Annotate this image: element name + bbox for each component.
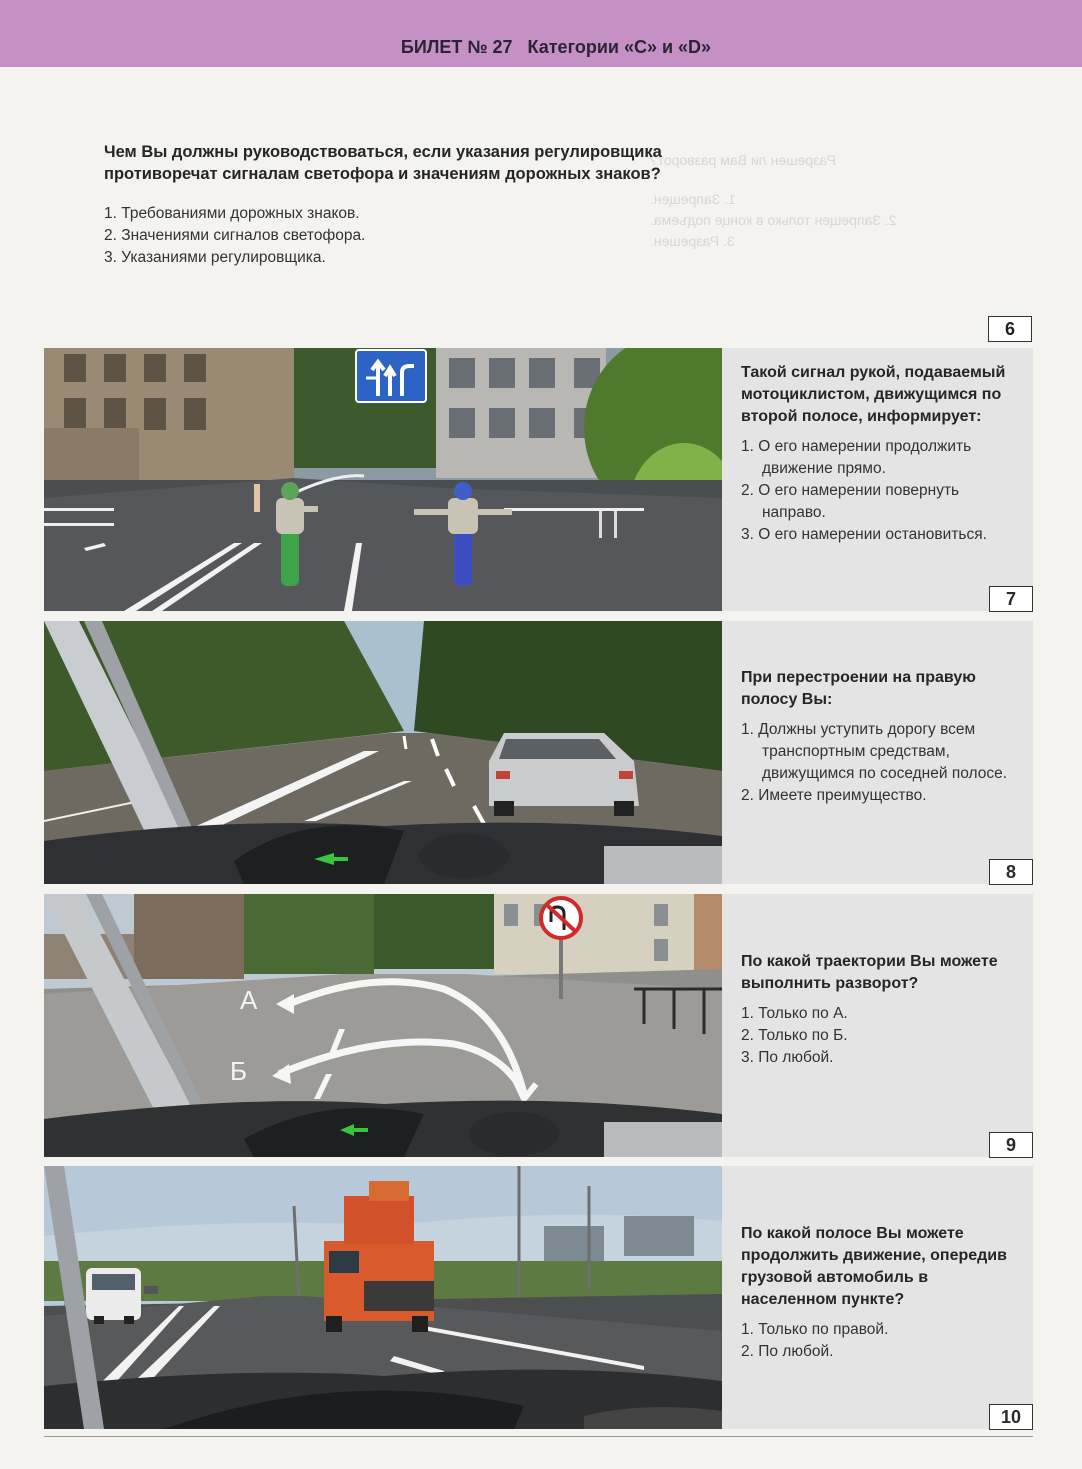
trajectory-label-a: А <box>240 985 258 1015</box>
ghost-line: 1. Запрещен. <box>650 191 736 207</box>
question-text-block <box>741 951 1023 1069</box>
question-text-block <box>741 1223 1023 1363</box>
question-intro: Чем Вы должны руководствоваться, если указания регулировщика противоречат сигналам светофора и значениям дорожных знаков? <box>104 143 662 183</box>
question-number: 9 <box>989 1132 1033 1158</box>
answer-option[interactable]: 2. По любой. <box>741 1343 834 1360</box>
answer-list <box>741 1319 1023 1363</box>
answer-option[interactable]: 1. Должны уступить дорогу всем транспортным средствам, движущимся по соседней полосе. <box>741 721 1008 782</box>
answer-option[interactable]: 3. По любой. <box>741 1049 834 1066</box>
answer-list <box>741 436 1023 546</box>
answer-option[interactable]: 1. Требованиями дорожных знаков. <box>104 205 360 222</box>
question-text: По какой траектории Вы можете выполнить разворот? <box>741 953 998 992</box>
answer-list <box>741 1003 1023 1069</box>
answer-option[interactable]: 3. Указаниями регулировщика. <box>104 249 326 266</box>
lane-direction-sign <box>356 350 426 402</box>
answer-list <box>741 719 1023 807</box>
question-text: Такой сигнал рукой, подаваемый мотоциклистом, движущимся по второй полосе, информирует: <box>741 364 1006 425</box>
ticket-title: БИЛЕТ № 27 Категории «С» и «D» <box>400 37 712 57</box>
question-number: 10 <box>989 1404 1033 1430</box>
scene-overtaking-truck-photo <box>44 1166 722 1429</box>
scene-lane-change-photo <box>44 621 722 884</box>
question-number: 6 <box>988 316 1032 342</box>
answer-option[interactable]: 1. Только по А. <box>741 1005 848 1022</box>
white-van <box>86 1268 141 1324</box>
scene-motorcyclists-photo <box>44 348 722 611</box>
ticket-header <box>0 0 1082 67</box>
answer-option[interactable]: 1. Только по правой. <box>741 1321 889 1338</box>
answer-option[interactable]: 2. Только по Б. <box>741 1027 848 1044</box>
question-text: При перестроении на правую полосу Вы: <box>741 669 976 708</box>
question-text: По какой полосе Вы можете продолжить движение, опередив грузовой автомобиль в населенном пункте? <box>741 1225 1007 1308</box>
ghost-line: 2. Запрещен только в конце подъема. <box>650 212 897 228</box>
bleed-through-text <box>650 150 980 252</box>
answer-option[interactable]: 2. Имеете преимущество. <box>741 787 927 804</box>
question-card-9 <box>44 894 1033 1157</box>
answers-intro <box>104 203 624 269</box>
question-text-block <box>741 362 1023 546</box>
answer-option[interactable]: 1. О его намерении продолжить движение прямо. <box>741 438 972 477</box>
answer-option[interactable]: 2. Значениями сигналов светофора. <box>104 227 366 244</box>
question-text-block <box>741 667 1023 807</box>
ghost-line: Разрешен ли Вам разворот? <box>650 152 837 168</box>
scene-u-turn-photo <box>44 894 722 1157</box>
ghost-line: 3. Разрешен. <box>650 233 735 249</box>
question-card-8 <box>44 621 1033 884</box>
page-bottom-rule <box>44 1436 1033 1437</box>
question-number: 8 <box>989 859 1033 885</box>
trajectory-label-b: Б <box>230 1056 248 1086</box>
question-number: 7 <box>989 586 1033 612</box>
answer-option[interactable]: 3. О его намерении остановиться. <box>741 526 987 543</box>
silver-car <box>489 733 639 816</box>
answer-option[interactable]: 2. О его намерении повернуть направо. <box>741 482 960 521</box>
question-card-7 <box>44 348 1033 611</box>
question-card-10 <box>44 1166 1033 1429</box>
